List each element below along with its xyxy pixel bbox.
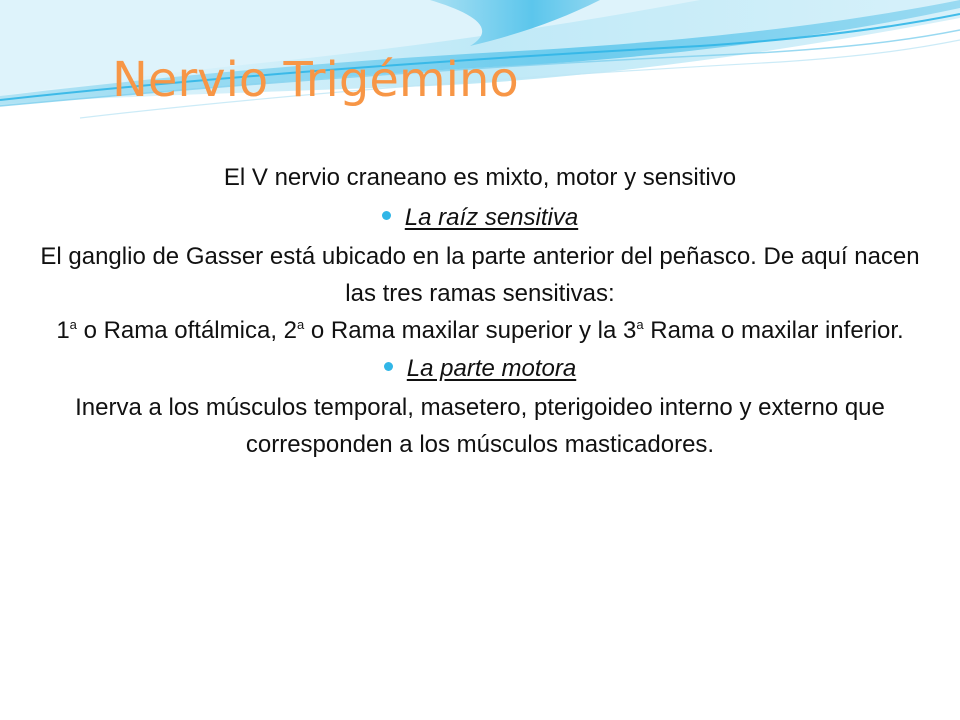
- motora-paragraph: Inerva a los músculos temporal, masetero, pterigoideo interno y externo que corresponden a los músculos masticadores.: [75, 394, 885, 458]
- bullet-item-parte-motora: [0, 349, 960, 389]
- branch-number-1: 1: [56, 317, 70, 344]
- bullet-heading-raiz-sensitiva: La raíz sensitiva: [404, 204, 579, 231]
- branch-text-1: o Rama oftálmica, 2: [76, 317, 297, 344]
- bullet-dot-icon: [384, 362, 393, 371]
- bullet-item-raiz-sensitiva: [0, 198, 960, 238]
- ordinal-superscript-3: a: [636, 317, 644, 332]
- slide-body: [0, 158, 960, 463]
- ordinal-superscript-1: a: [69, 317, 77, 332]
- ganglio-paragraph: El ganglio de Gasser está ubicado en la parte anterior del peñasco. De aquí nacen las tres ramas sensitivas:: [40, 243, 920, 307]
- intro-text: El V nervio craneano es mixto, motor y sensitivo: [223, 164, 737, 191]
- bullet-dot-icon: [382, 211, 391, 220]
- branch-text-3: Rama o maxilar inferior.: [643, 317, 904, 344]
- branch-text-2: o Rama maxilar superior y la 3: [304, 317, 637, 344]
- branches-paragraph: [0, 312, 960, 349]
- ordinal-superscript-2: a: [297, 317, 305, 332]
- slide-title: Nervio Trigémino: [112, 52, 519, 108]
- bullet-heading-parte-motora: La parte motora: [406, 355, 577, 382]
